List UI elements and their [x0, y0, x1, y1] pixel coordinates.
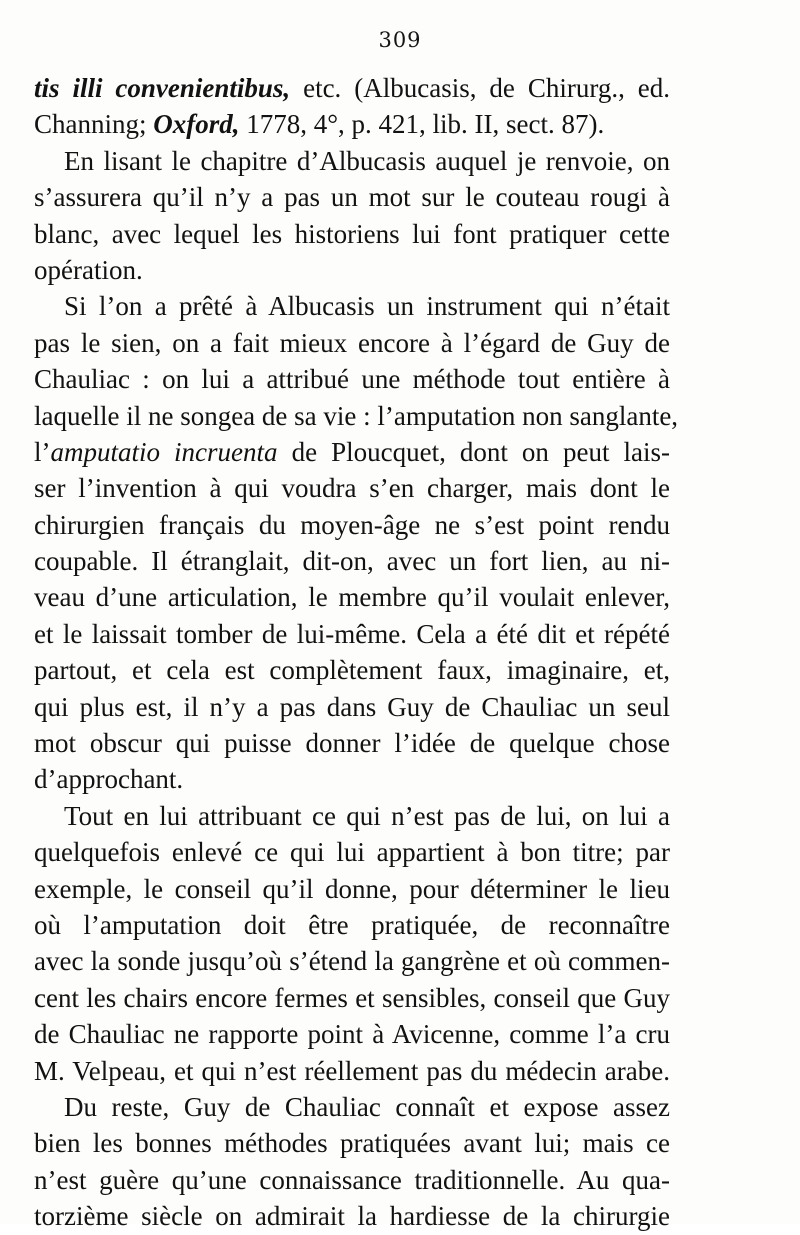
text-segment: de Chauliac ne rapporte point à Avicenne, comme l’a cru [34, 1019, 670, 1050]
text-line [34, 325, 670, 361]
italic-text: amputatio incruenta [50, 436, 278, 467]
text-line [34, 1016, 670, 1052]
text-segment: où l’amputation doit être pratiquée, de reconnaître [34, 909, 670, 940]
text-line [34, 871, 670, 907]
text-line [34, 725, 670, 761]
text-segment: Du reste, Guy de Chauliac connaît et expose assez [64, 1091, 670, 1122]
text-segment: laquelle il ne songea de sa vie : l’amputation non sanglante, [34, 400, 679, 431]
text-segment: qui plus est, il n’y a pas dans Guy de Chauliac un seul [34, 691, 670, 722]
text-segment: veau d’une articulation, le membre qu’il voulait enlever, [34, 582, 670, 613]
text-segment: torzième siècle on admirait la hardiesse de la chirurgie [34, 1201, 670, 1232]
text-line [34, 1162, 670, 1198]
text-segment: Channing; [34, 109, 154, 140]
text-segment: d’approchant. [34, 764, 184, 795]
text-line [34, 1089, 670, 1125]
text-line [34, 398, 679, 434]
text-line [34, 579, 670, 615]
text-segment: exemple, le conseil qu’il donne, pour déterminer le lieu [34, 873, 670, 904]
page-number: 309 [378, 28, 422, 52]
body-text [34, 70, 679, 1235]
text-line [34, 216, 670, 252]
text-segment: chirurgien français du moyen-âge ne s’est point rendu [34, 509, 670, 540]
text-line [34, 106, 670, 142]
text-line [34, 1198, 670, 1234]
text-line [34, 943, 670, 979]
text-line [34, 361, 670, 397]
italic-text: Oxford, [153, 109, 240, 140]
text-line [34, 543, 670, 579]
text-segment: opération. [34, 254, 143, 285]
text-segment: n’est guère qu’une connaissance traditionnelle. Au qua- [34, 1164, 670, 1195]
text-segment: Tout en lui attribuant ce qui n’est pas de lui, on lui a [64, 800, 670, 831]
text-line [34, 507, 670, 543]
text-line [34, 652, 670, 688]
text-line [34, 288, 670, 324]
text-line [34, 252, 670, 288]
text-segment: etc. (Albucasis, de Chirurg., ed. [290, 73, 670, 103]
text-line [34, 616, 670, 652]
text-segment: mot obscur qui puisse donner l’idée de quelque chose [34, 728, 670, 759]
text-segment: quelquefois enlevé ce qui lui appartient à bon titre; par [34, 837, 670, 868]
text-segment: coupable. Il étranglait, dit-on, avec un fort lien, au ni- [34, 546, 670, 577]
text-line [34, 761, 670, 797]
text-segment: ser l’invention à qui voudra s’en charger, mais dont le [34, 473, 670, 504]
text-segment: bien les bonnes méthodes pratiquées avant lui; mais ce [34, 1128, 670, 1159]
text-segment: l’ [34, 436, 51, 467]
text-line [34, 798, 670, 834]
text-line [34, 1125, 670, 1161]
text-segment: s’assurera qu’il n’y a pas un mot sur le couteau rougi à [34, 182, 670, 213]
text-line [34, 179, 670, 215]
text-line [34, 1053, 670, 1089]
text-line [34, 689, 670, 725]
text-line [34, 434, 670, 470]
text-line [34, 143, 670, 179]
text-segment: Chauliac : on lui a attribué une méthode tout entière à [34, 364, 670, 395]
text-segment: partout, et cela est complètement faux, imaginaire, et, [34, 655, 670, 686]
text-segment: pas le sien, on a fait mieux encore à l’égard de Guy de [34, 327, 670, 358]
text-line [34, 70, 670, 106]
text-line [34, 470, 670, 506]
text-segment: et le laissait tomber de lui-même. Cela a été dit et répété [34, 618, 670, 649]
text-segment: de Ploucquet, dont on peut lais- [277, 436, 670, 467]
text-segment: 1778, 4°, p. 421, lib. II, sect. 87). [239, 109, 605, 140]
text-segment: Si l’on a prêté à Albucasis un instrument qui n’était [64, 291, 670, 322]
text-line [34, 980, 670, 1016]
text-segment: En lisant le chapitre d’Albucasis auquel je renvoie, on [64, 145, 670, 176]
text-segment: blanc, avec lequel les historiens lui font pratiquer cette [34, 218, 670, 249]
text-line [34, 834, 670, 870]
text-segment: M. Velpeau, et qui n’est réellement pas du médecin arabe. [34, 1055, 670, 1086]
italic-text: tis illi convenientibus, [34, 73, 291, 103]
text-segment: cent les chairs encore fermes et sensibles, conseil que Guy [34, 982, 670, 1013]
text-segment: avec la sonde jusqu’où s’étend la gangrène et où commen- [34, 946, 670, 977]
text-line [34, 907, 670, 943]
